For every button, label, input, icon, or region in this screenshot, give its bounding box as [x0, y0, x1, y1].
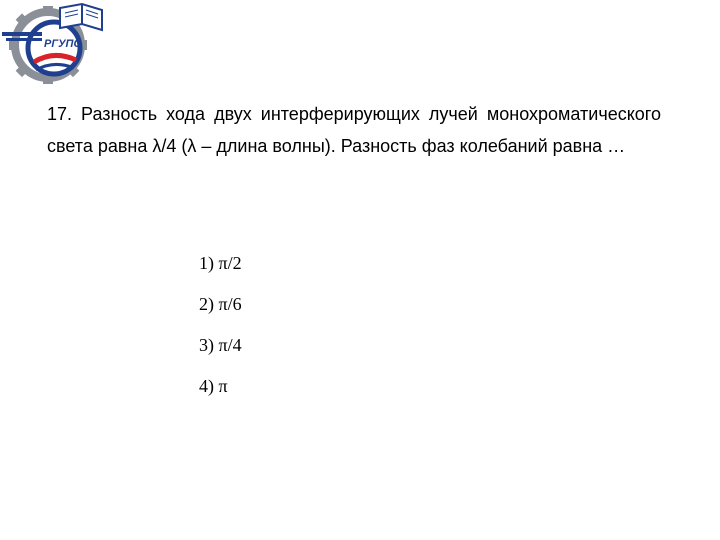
answer-option-2[interactable]: 2) π/6 [199, 294, 242, 314]
book-icon [60, 4, 102, 30]
answer-list [199, 253, 242, 417]
answer-option-3[interactable]: 3) π/4 [199, 335, 242, 355]
university-logo [0, 0, 110, 90]
svg-text:РГУПС: РГУПС [44, 38, 82, 50]
answer-option-4[interactable]: 4) π [199, 376, 228, 396]
question-text: 17. Разность хода двух интерферирующих лучей монохроматического света равна λ/4 (λ – длина волны). Разность фаз колебаний равна … [47, 104, 661, 156]
answer-option-1[interactable]: 1) π/2 [199, 253, 242, 273]
